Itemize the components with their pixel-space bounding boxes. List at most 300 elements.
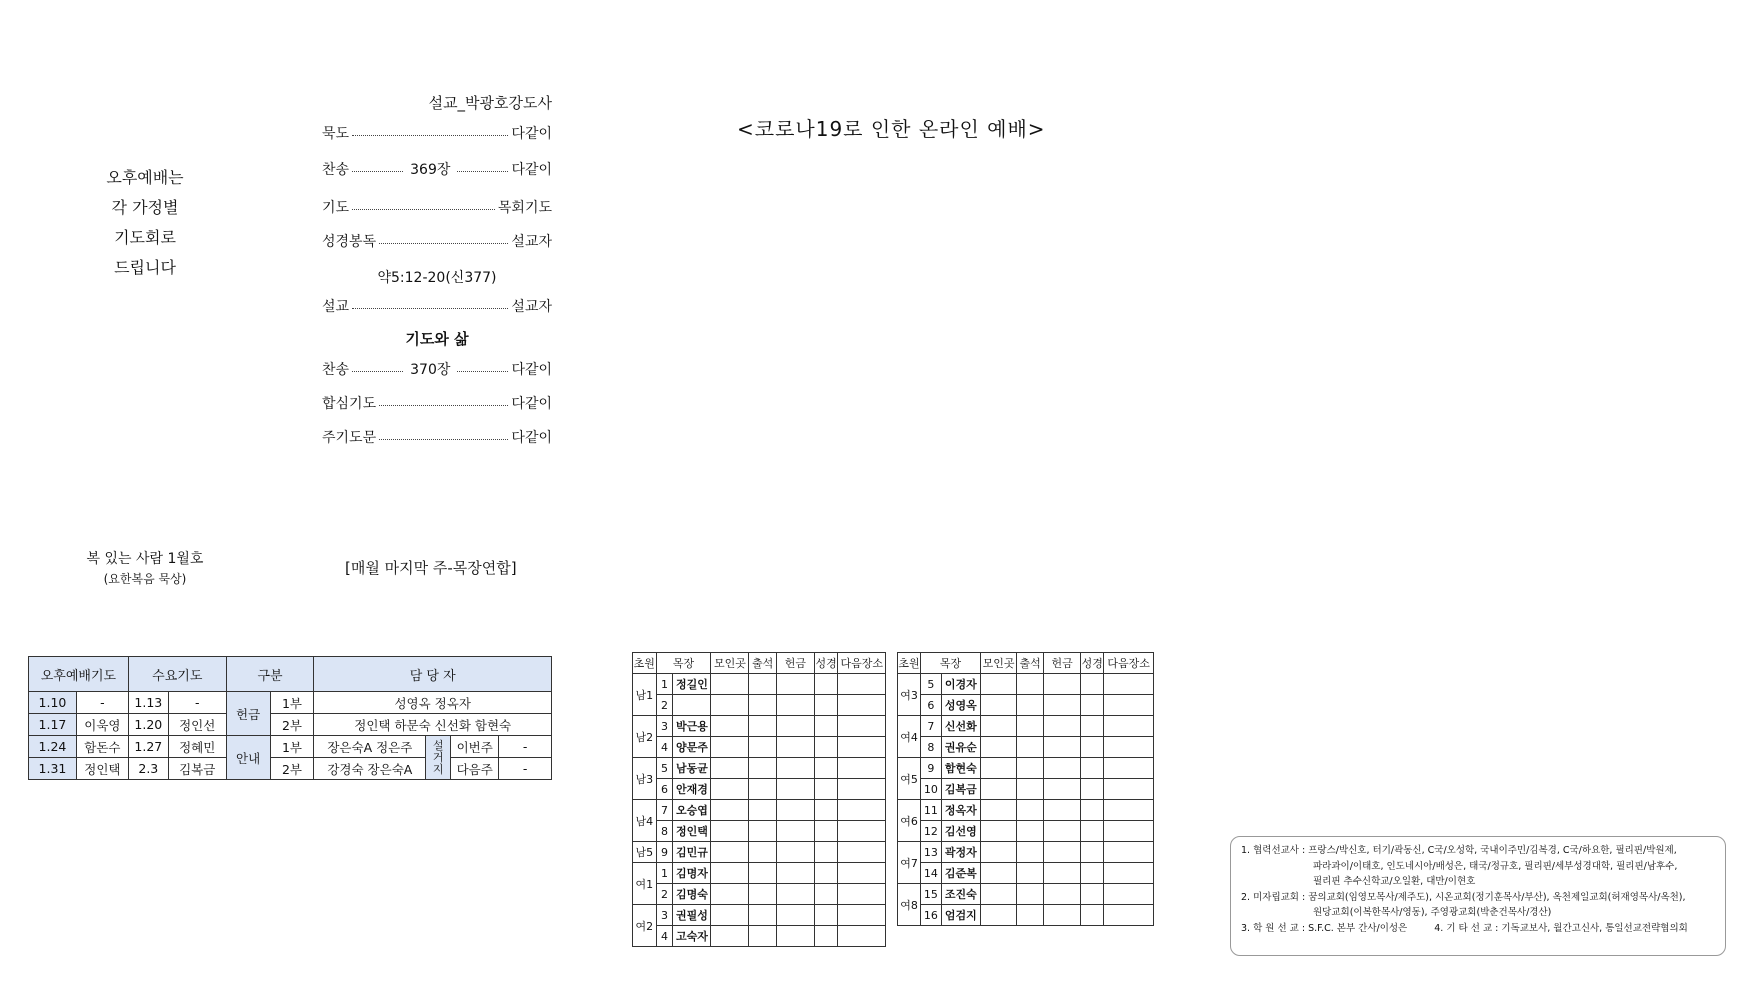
entry-cell[interactable] [814,695,838,716]
entry-cell[interactable] [980,842,1016,863]
notice-line: 각 가정별 [111,198,179,217]
member-name: 김선영 [941,821,980,842]
member-number: 8 [921,737,942,758]
entry-cell[interactable] [814,821,838,842]
entry-cell[interactable] [1104,842,1154,863]
member-name: 권유순 [941,737,980,758]
entry-cell[interactable] [749,842,776,863]
entry-cell[interactable] [1104,863,1154,884]
entry-cell[interactable] [1104,737,1154,758]
part-label: 1부 [270,736,314,758]
entry-cell[interactable] [776,695,814,716]
group-name: 여6 [898,800,921,842]
member-number: 3 [656,716,673,737]
order-item-value: 설교자 [511,234,552,250]
entry-cell[interactable] [838,905,886,926]
entry-cell[interactable] [711,800,749,821]
column-header: 담 당 자 [314,657,552,692]
table-row [633,821,886,842]
table-row [633,905,886,926]
member-number: 14 [921,863,942,884]
order-item-label: 주기도문 [322,430,377,446]
notice-line: 오후예배는 [106,168,184,187]
member-name: 신선화 [941,716,980,737]
entry-cell[interactable] [749,695,776,716]
part-label: 1부 [270,692,314,714]
order-item-label: 묵도 [322,126,350,142]
table-row [898,842,1154,863]
entry-cell[interactable] [749,674,776,695]
prayer-person: 이욱영 [76,714,128,736]
wednesday-person: - [168,692,226,714]
entry-cell[interactable] [1081,800,1104,821]
entry-cell[interactable] [838,737,886,758]
duty-people: 정인택 하문숙 신선화 함현숙 [314,714,552,736]
order-item-label: 성경봉독 [322,234,377,250]
cleanup-person: - [499,736,552,758]
cleanup-week: 이번주 [451,736,499,758]
mission-line: 파라과이/이태호, 인도네시아/배성은, 태국/정규호, 필리핀/세부성경대학, 필리핀/남후수, [1313,860,1678,872]
group-guide: 안내 [226,736,270,780]
order-item-value: 다같이 [511,126,552,142]
entry-cell[interactable] [838,674,886,695]
entry-cell[interactable] [838,842,886,863]
entry-cell[interactable] [1044,716,1081,737]
group-name: 여8 [898,884,921,926]
table-row [29,714,552,736]
afternoon-service-notice [80,163,210,283]
entry-cell[interactable] [1017,779,1044,800]
entry-cell[interactable] [838,884,886,905]
cleanup-person: - [499,758,552,780]
member-name: 박근용 [673,716,711,737]
entry-cell[interactable] [1081,758,1104,779]
member-number: 5 [656,758,673,779]
entry-cell[interactable] [814,758,838,779]
entry-cell[interactable] [1081,695,1104,716]
member-number: 2 [656,695,673,716]
entry-cell[interactable] [1081,842,1104,863]
entry-cell[interactable] [1104,674,1154,695]
meditation-subtitle: (요한복음 묵상) [103,572,187,586]
entry-cell[interactable] [711,758,749,779]
notice-line: 기도회로 [114,228,176,247]
entry-cell[interactable] [776,884,814,905]
entry-cell[interactable] [1104,821,1154,842]
member-number: 1 [656,863,673,884]
duty-table [28,656,552,780]
order-item [322,295,552,317]
group-cash: 헌금 [226,692,270,736]
member-number: 16 [921,905,942,926]
member-name: 김명자 [673,863,711,884]
entry-cell[interactable] [776,926,814,947]
member-name: 김명숙 [673,884,711,905]
entry-cell[interactable] [1044,842,1081,863]
cleanup-text: 설거지 [432,738,444,776]
group-name: 여3 [898,674,921,716]
order-item-hymn: 369장 [410,162,451,178]
mission-line: 1. 협력선교사 : 프랑스/박신호, 터기/곽동신, C국/오성학, 국내이주민/김복경, C국/하요한, 필리핀/박원제, [1241,845,1677,856]
entry-cell[interactable] [814,863,838,884]
entry-cell[interactable] [776,779,814,800]
entry-cell[interactable] [838,758,886,779]
entry-cell[interactable] [1104,716,1154,737]
entry-cell[interactable] [814,674,838,695]
entry-cell[interactable] [838,821,886,842]
entry-cell[interactable] [749,737,776,758]
entry-cell[interactable] [776,716,814,737]
group-name: 여5 [898,758,921,800]
member-name: 안재경 [673,779,711,800]
entry-cell[interactable] [749,926,776,947]
entry-cell[interactable] [711,863,749,884]
table-row [898,758,1154,779]
column-header: 목장 [921,653,981,674]
member-number: 11 [921,800,942,821]
order-item-value: 다같이 [511,362,553,378]
entry-cell[interactable] [711,884,749,905]
entry-cell[interactable] [1044,674,1081,695]
entry-cell[interactable] [1017,758,1044,779]
order-item [322,426,552,448]
member-number: 1 [656,674,673,695]
entry-cell[interactable] [980,758,1016,779]
group-name: 남2 [633,716,657,758]
entry-cell[interactable] [980,737,1016,758]
entry-cell[interactable] [749,779,776,800]
member-name: 권필성 [673,905,711,926]
prayer-person: - [76,692,128,714]
entry-cell[interactable] [711,779,749,800]
entry-cell[interactable] [749,758,776,779]
monthly-notice: [매월 마지막 주-목장연합] [345,559,517,577]
entry-cell[interactable] [711,737,749,758]
entry-cell[interactable] [1044,695,1081,716]
member-name: 양문주 [673,737,711,758]
entry-cell[interactable] [814,842,838,863]
order-item-value: 다같이 [511,162,553,178]
table-row [898,821,1154,842]
order-item [322,196,552,218]
entry-cell[interactable] [1044,863,1081,884]
entry-cell[interactable] [776,863,814,884]
entry-cell[interactable] [1081,863,1104,884]
entry-cell[interactable] [1104,905,1154,926]
column-header: 헌금 [776,653,814,674]
entry-cell[interactable] [1044,737,1081,758]
entry-cell[interactable] [980,779,1016,800]
member-name [673,695,711,716]
table-row [633,779,886,800]
order-item [322,392,552,414]
mission-line-row [1241,921,1715,937]
entry-cell[interactable] [776,674,814,695]
prayer-date: 1.24 [29,736,77,758]
duty-people: 성영옥 정옥자 [314,692,552,714]
entry-cell[interactable] [980,863,1016,884]
order-item [322,230,552,252]
entry-cell[interactable] [1081,779,1104,800]
wednesday-person: 정인선 [168,714,226,736]
table-row [898,863,1154,884]
table-row [633,695,886,716]
entry-cell[interactable] [980,821,1016,842]
column-header: 목장 [656,653,711,674]
member-number: 6 [921,695,942,716]
column-header: 오후예배기도 [29,657,129,692]
column-header: 헌금 [1044,653,1081,674]
preacher-label: 설교_박광호강도사 [428,94,552,112]
entry-cell[interactable] [980,674,1016,695]
column-header: 성경 [814,653,838,674]
entry-cell[interactable] [1081,821,1104,842]
entry-cell[interactable] [749,821,776,842]
entry-cell[interactable] [1017,821,1044,842]
member-name: 김준복 [941,863,980,884]
entry-cell[interactable] [1017,716,1044,737]
order-item [322,158,552,180]
order-item-hymn: 370장 [410,362,451,378]
entry-cell[interactable] [1081,716,1104,737]
entry-cell[interactable] [980,800,1016,821]
column-header: 모인곳 [980,653,1016,674]
entry-cell[interactable] [1081,737,1104,758]
table-row [898,695,1154,716]
entry-cell[interactable] [1044,758,1081,779]
wednesday-person: 김복금 [168,758,226,780]
group-name: 여7 [898,842,921,884]
part-label: 2부 [270,758,314,780]
entry-cell[interactable] [1081,674,1104,695]
group-name: 여2 [633,905,657,947]
order-item-label: 기도 [322,200,350,216]
order-item [322,358,552,380]
entry-cell[interactable] [749,905,776,926]
table-row [633,863,886,884]
entry-cell[interactable] [838,695,886,716]
table-row [29,736,552,758]
entry-cell[interactable] [980,884,1016,905]
table-header-row [633,653,886,674]
wednesday-date: 1.13 [128,692,168,714]
entry-cell[interactable] [749,800,776,821]
column-header: 구분 [226,657,314,692]
entry-cell[interactable] [838,716,886,737]
prayer-date: 1.31 [29,758,77,780]
wednesday-date: 1.20 [128,714,168,736]
entry-cell[interactable] [1081,884,1104,905]
member-name: 함현숙 [941,758,980,779]
prayer-person: 함돈수 [76,736,128,758]
entry-cell[interactable] [749,716,776,737]
entry-cell[interactable] [814,737,838,758]
member-name: 엄검지 [941,905,980,926]
entry-cell[interactable] [1017,884,1044,905]
member-number: 13 [921,842,942,863]
member-name: 김민규 [673,842,711,863]
entry-cell[interactable] [776,821,814,842]
meditation-title: 복 있는 사람 1월호 [86,551,204,567]
table-row [898,674,1154,695]
entry-cell[interactable] [711,926,749,947]
group-name: 남4 [633,800,657,842]
member-number: 8 [656,821,673,842]
table-row [633,926,886,947]
duty-people: 강경숙 장은숙A [314,758,426,780]
group-name: 여1 [633,863,657,905]
entry-cell[interactable] [749,863,776,884]
table-row [633,716,886,737]
entry-cell[interactable] [711,674,749,695]
member-name: 고숙자 [673,926,711,947]
member-number: 7 [656,800,673,821]
prayer-person: 정인택 [76,758,128,780]
member-number: 12 [921,821,942,842]
member-name: 정길인 [673,674,711,695]
member-number: 6 [656,779,673,800]
table-row [29,692,552,714]
entry-cell[interactable] [776,737,814,758]
part-label: 2부 [270,714,314,736]
table-row [633,674,886,695]
entry-cell[interactable] [711,821,749,842]
column-header: 초원 [898,653,921,674]
table-header-row [898,653,1154,674]
cleanup-label [426,736,451,780]
table-row [898,737,1154,758]
prayer-date: 1.10 [29,692,77,714]
table-row [633,758,886,779]
member-number: 5 [921,674,942,695]
table-row [898,716,1154,737]
entry-cell[interactable] [711,716,749,737]
member-name: 이경자 [941,674,980,695]
entry-cell[interactable] [1017,905,1044,926]
entry-cell[interactable] [814,800,838,821]
column-header: 다음장소 [1104,653,1154,674]
entry-cell[interactable] [1104,779,1154,800]
order-item-value: 다같이 [511,430,552,446]
entry-cell[interactable] [838,863,886,884]
member-number: 9 [656,842,673,863]
entry-cell[interactable] [814,926,838,947]
order-item-label: 찬송 [322,162,350,178]
table-row [29,758,552,780]
column-header: 수요기도 [128,657,226,692]
entry-cell[interactable] [711,695,749,716]
entry-cell[interactable] [980,695,1016,716]
member-number: 7 [921,716,942,737]
prayer-date: 1.17 [29,714,77,736]
mission-line: 3. 학 원 선 교 : S.F.C. 본부 간사/이성은 [1241,922,1408,934]
column-header: 초원 [633,653,657,674]
entry-cell[interactable] [776,758,814,779]
member-number: 9 [921,758,942,779]
order-item-value: 다같이 [511,396,552,412]
table-row [898,884,1154,905]
entry-cell[interactable] [814,884,838,905]
entry-cell[interactable] [776,905,814,926]
page-title: <코로나19로 인한 온라인 예배> [737,117,1046,141]
entry-cell[interactable] [1044,884,1081,905]
cleanup-week: 다음주 [451,758,499,780]
table-row [898,779,1154,800]
entry-cell[interactable] [1081,905,1104,926]
entry-cell[interactable] [1017,863,1044,884]
entry-cell[interactable] [711,842,749,863]
entry-cell[interactable] [838,779,886,800]
attendance-table-right [897,652,1154,926]
member-name: 김복금 [941,779,980,800]
table-row [633,800,886,821]
entry-cell[interactable] [1044,800,1081,821]
entry-cell[interactable] [776,800,814,821]
member-name: 성영옥 [941,695,980,716]
group-name: 남5 [633,842,657,863]
column-header: 출석 [1017,653,1044,674]
entry-cell[interactable] [1104,884,1154,905]
column-header: 출석 [749,653,776,674]
scripture-reference: 약5:12-20(신377) [377,270,497,286]
entry-cell[interactable] [711,905,749,926]
entry-cell[interactable] [1017,737,1044,758]
entry-cell[interactable] [1017,842,1044,863]
order-item-label: 설교 [322,299,350,315]
entry-cell[interactable] [1044,779,1081,800]
entry-cell[interactable] [980,716,1016,737]
member-name: 조진숙 [941,884,980,905]
entry-cell[interactable] [980,905,1016,926]
table-header-row [29,657,552,692]
wednesday-date: 2.3 [128,758,168,780]
entry-cell[interactable] [749,884,776,905]
wednesday-person: 정혜민 [168,736,226,758]
member-number: 4 [656,737,673,758]
column-header: 다음장소 [838,653,886,674]
member-name: 정인택 [673,821,711,842]
entry-cell[interactable] [814,779,838,800]
member-number: 10 [921,779,942,800]
entry-cell[interactable] [776,842,814,863]
wednesday-date: 1.27 [128,736,168,758]
entry-cell[interactable] [838,926,886,947]
table-row [633,842,886,863]
entry-cell[interactable] [1017,695,1044,716]
member-number: 3 [656,905,673,926]
mission-line: 원당교회(이복한목사/영동), 주영광교회(박춘건목사/경산) [1313,907,1552,918]
mission-line: 필리핀 추수신학교/오일환, 대만/이현호 [1313,876,1476,887]
meditation-info [60,548,230,587]
entry-cell[interactable] [1044,905,1081,926]
order-item-value: 목회기도 [497,200,552,216]
entry-cell[interactable] [814,716,838,737]
entry-cell[interactable] [1104,695,1154,716]
entry-cell[interactable] [838,800,886,821]
group-name: 여4 [898,716,921,758]
entry-cell[interactable] [1017,800,1044,821]
entry-cell[interactable] [1104,758,1154,779]
entry-cell[interactable] [1044,821,1081,842]
column-header: 성경 [1081,653,1104,674]
entry-cell[interactable] [1017,674,1044,695]
entry-cell[interactable] [1104,800,1154,821]
sermon-title: 기도와 삶 [405,330,469,348]
attendance-table-left [632,652,886,947]
member-number: 4 [656,926,673,947]
order-item [322,122,552,144]
entry-cell[interactable] [814,905,838,926]
